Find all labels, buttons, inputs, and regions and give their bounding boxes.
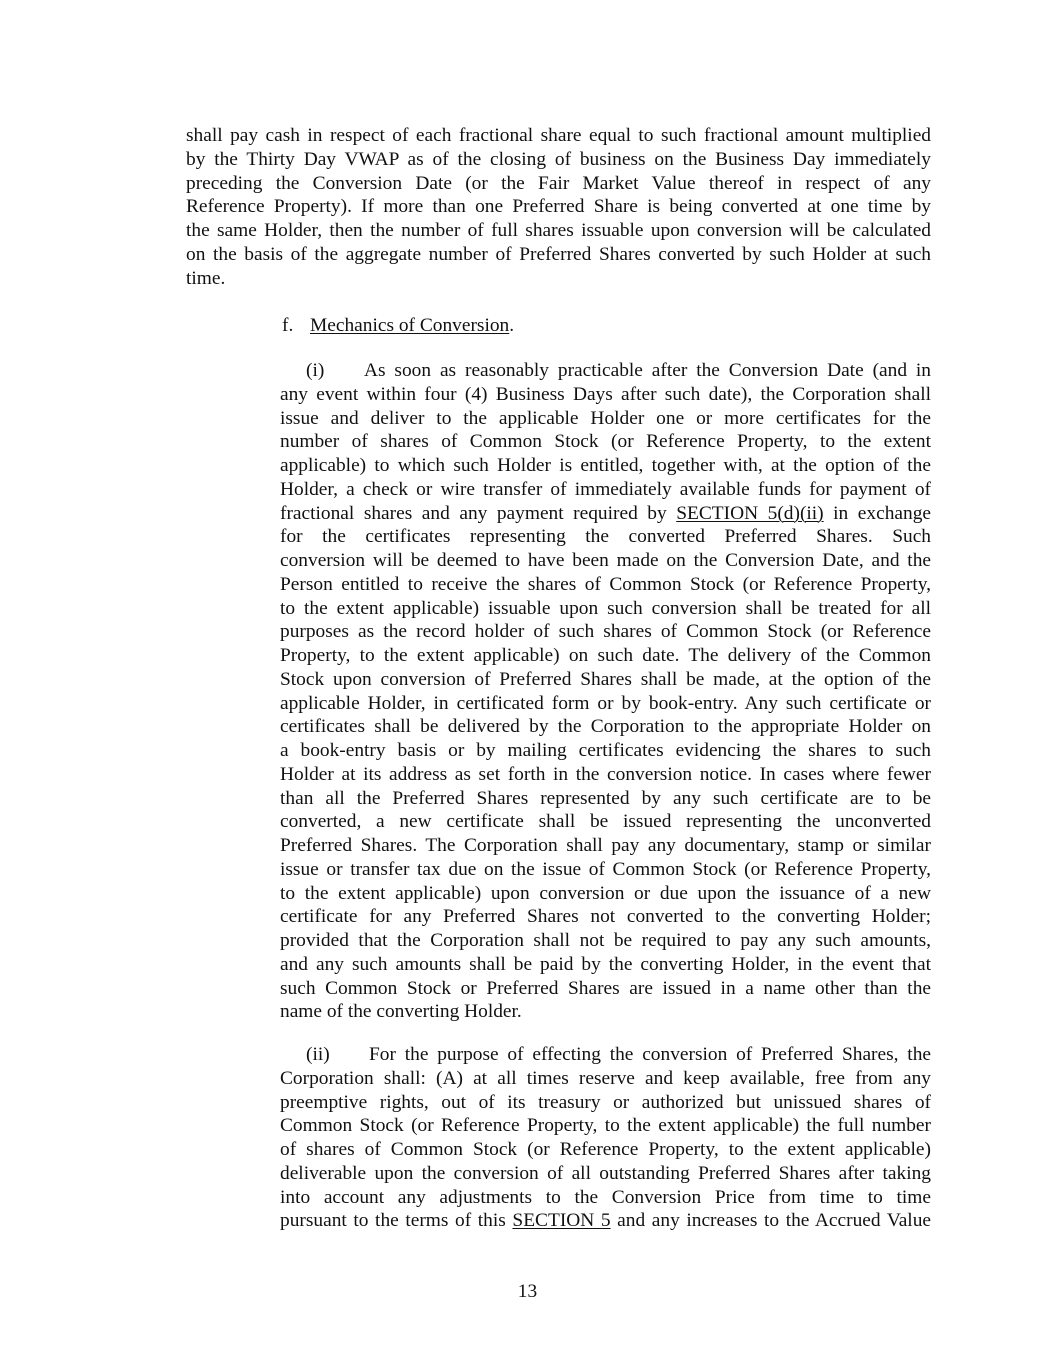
clause-ii-paragraph [280, 1043, 931, 1233]
text-line: and any such amounts shall be paid by the converting Holder, in the event that [280, 953, 931, 975]
text-line: such Common Stock or Preferred Shares are issued in a name other than the [280, 977, 931, 999]
text-line: issue or transfer tax due on the issue of Common Stock (or Reference Property, [280, 858, 931, 880]
text-line: certificate for any Preferred Shares not converted to the converting Holder; [280, 906, 931, 928]
text-run: For the purpose of effecting the conversion of Preferred Shares, the [369, 1044, 931, 1065]
text-line: Preferred Shares. The Corporation shall pay any documentary, stamp or similar [280, 835, 931, 856]
text-line: provided that the Corporation shall not be required to pay any such amounts, [280, 930, 931, 951]
text-line: applicable) to which such Holder is entitled, together with, at the option of the [280, 455, 931, 476]
text-line: Reference Property). If more than one Preferred Share is being converted at one time by [186, 196, 931, 218]
text-run: in exchange [823, 502, 931, 524]
text-line: shall pay cash in respect of each fractional share equal to such fractional amount multiplied [186, 125, 931, 146]
section-title: Mechanics of Conversion [310, 315, 510, 336]
section-marker: f. [282, 315, 294, 336]
text-line: preceding the Conversion Date (or the Fair Market Value thereof in respect of any [186, 172, 931, 194]
text-line: number of shares of Common Stock (or Reference Property, to the extent [280, 431, 931, 453]
section-title-suffix: . [509, 315, 515, 336]
clause-number: (i) [306, 360, 325, 381]
text-line: issue and deliver to the applicable Holder one or more certificates for the [280, 407, 931, 429]
text-run: pursuant to the terms of this [280, 1210, 513, 1232]
text-line: name of the converting Holder. [280, 1001, 522, 1023]
text-line: a book-entry basis or by mailing certificates evidencing the shares to such [280, 740, 931, 761]
text-line-with-reference [280, 1209, 931, 1233]
text-line: to the extent applicable) upon conversion or due upon the issuance of a new [280, 882, 931, 904]
text-run: fractional shares and any payment required by [280, 502, 677, 524]
clause-first-line [280, 1043, 931, 1067]
text-line: Common Stock (or Reference Property, to the extent applicable) the full number [280, 1115, 931, 1137]
text-line: Person entitled to receive the shares of Common Stock (or Reference Property, [280, 573, 931, 595]
section-reference-link[interactable]: SECTION 5(d)(ii) [676, 502, 824, 524]
text-run: and any increases to the Accrued Value [610, 1210, 931, 1232]
text-line: time. [186, 267, 226, 289]
text-line: than all the Preferred Shares represented by any such certificate are to be [280, 787, 931, 809]
text-line: of shares of Common Stock (or Reference Property, to the extent applicable) [280, 1139, 931, 1160]
page-number: 13 [517, 1281, 538, 1302]
section-reference-link[interactable]: SECTION 5 [512, 1210, 611, 1232]
clause-first-line [280, 359, 931, 383]
intro-paragraph [186, 124, 931, 290]
text-line: preemptive rights, out of its treasury or authorized but unissued shares of [280, 1091, 931, 1113]
text-line: Stock upon conversion of Preferred Shares shall be made, at the option of the [280, 668, 931, 690]
text-line: certificates shall be delivered by the Corporation to the appropriate Holder on [280, 716, 931, 738]
text-line: Corporation shall: (A) at all times reserve and keep available, free from any [280, 1067, 931, 1089]
text-line: any event within four (4) Business Days after such date), the Corporation shall [280, 383, 931, 405]
text-line: into account any adjustments to the Conversion Price from time to time [280, 1186, 931, 1208]
text-line: conversion will be deemed to have been made on the Conversion Date, and the [280, 550, 931, 571]
text-line: by the Thirty Day VWAP as of the closing of business on the Business Day immediately [186, 148, 931, 170]
text-line: applicable Holder, in certificated form or by book-entry. Any such certificate or [280, 692, 931, 714]
text-run: As soon as reasonably practicable after the Conversion Date (and in [364, 360, 931, 381]
text-line-with-reference [280, 502, 931, 526]
text-line: the same Holder, then the number of full shares issuable upon conversion will be calculated [186, 220, 931, 241]
text-line: for the certificates representing the converted Preferred Shares. Such [280, 526, 931, 548]
text-line: Property, to the extent applicable) on such date. The delivery of the Common [280, 645, 931, 666]
section-heading [282, 314, 514, 338]
text-line: deliverable upon the conversion of all outstanding Preferred Shares after taking [280, 1162, 931, 1184]
text-line: Holder, a check or wire transfer of immediately available funds for payment of [280, 478, 931, 500]
text-line: converted, a new certificate shall be issued representing the unconverted [280, 811, 931, 833]
text-line: to the extent applicable) issuable upon such conversion shall be treated for all [280, 597, 931, 619]
text-line: Holder at its address as set forth in the conversion notice. In cases where fewer [280, 763, 931, 785]
text-line: on the basis of the aggregate number of Preferred Shares converted by such Holder at such [186, 243, 931, 265]
clause-i-paragraph [280, 359, 931, 1024]
clause-number: (ii) [306, 1044, 330, 1065]
text-line: purposes as the record holder of such shares of Common Stock (or Reference [280, 621, 931, 643]
